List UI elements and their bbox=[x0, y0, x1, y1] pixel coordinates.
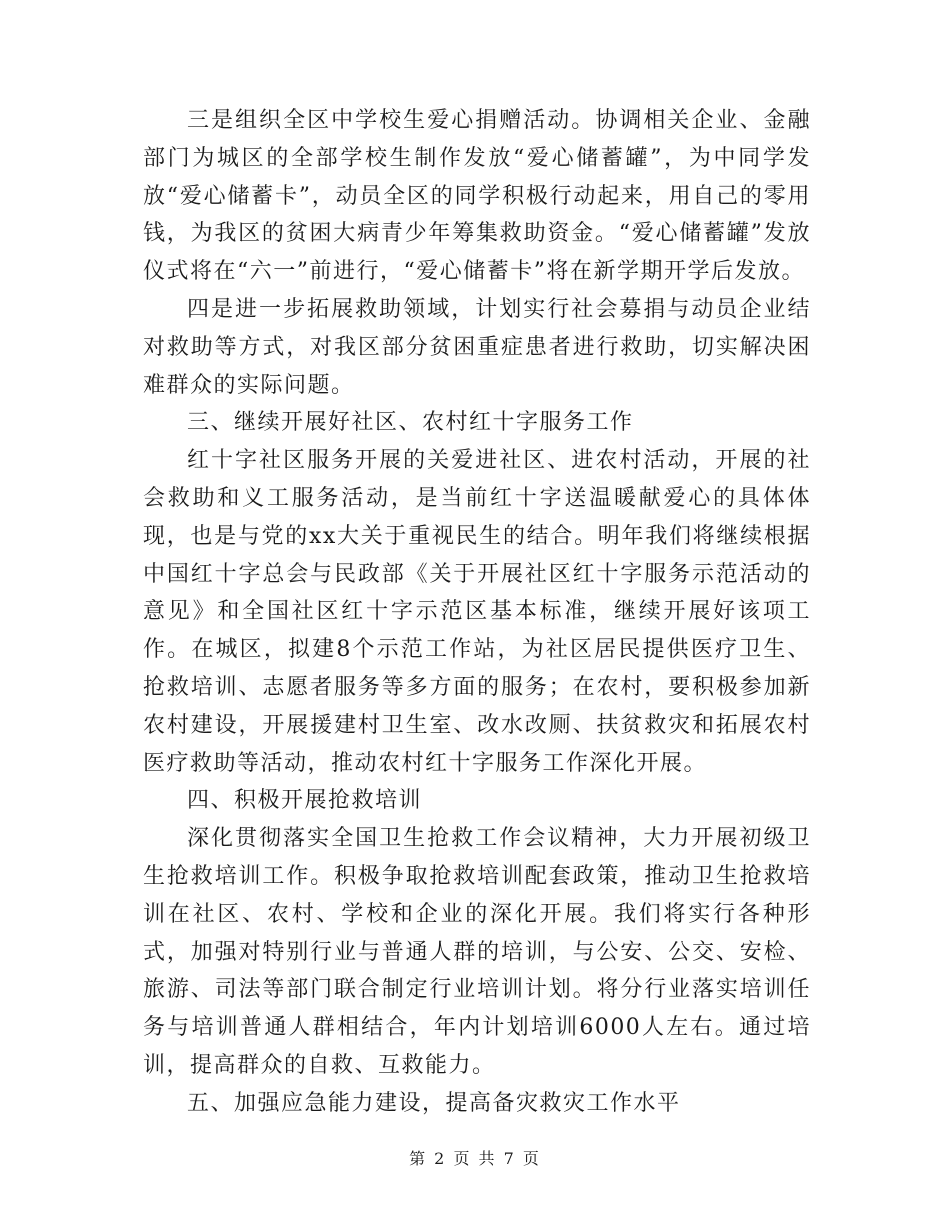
paragraph-donation-activity: 三是组织全区中学校生爱心捐赠活动。协调相关企业、金融部门为城区的全部学校生制作发放“爱心储蓄罐”，为中同学发放“爱心储蓄卡”，动员全区的同学积极行动起来，用自己的零用钱，为我区的贫困大病青少年筹集救助资金。“爱心储蓄罐”发放仪式将在“六一”前进行，“爱心储蓄卡”将在新学期开学后发放。 bbox=[143, 108, 811, 285]
paragraph-community-service: 红十字社区服务开展的关爱进社区、进农村活动，开展的社会救助和义工服务活动，是当前红十字送温暖献爱心的具体体现，也是与党的xx大关于重视民生的结合。明年我们将继续根据中国红十字总会与民政部《关于开展社区红十字服务示范活动的意见》和全国社区红十字示范区基本标准，继续开展好该项工作。在城区，拟建8个示范工作站，为社区居民提供医疗卫生、抢救培训、志愿者服务等多方面的服务；在农村，要积极参加新农村建设，开展援建村卫生室、改水改厕、扶贫救灾和拓展农村医疗救助等活动，推动农村红十字服务工作深化开展。 bbox=[143, 448, 811, 776]
document-body bbox=[143, 102, 811, 1123]
paragraph-first-aid-training: 深化贯彻落实全国卫生抢救工作会议精神，大力开展初级卫生抢救培训工作。积极争取抢救培训配套政策，推动卫生抢救培训在社区、农村、学校和企业的深化开展。我们将实行各种形式，加强对特别行业与普通人群的培训，与公安、公交、安检、旅游、司法等部门联合制定行业培训计划。将分行业落实培训任务与培训普通人群相结合，年内计划培训6000人左右。通过培训，提高群众的自救、互救能力。 bbox=[143, 826, 811, 1078]
section-heading-emergency-capacity: 五、加强应急能力建设，提高备灾救灾工作水平 bbox=[187, 1090, 681, 1116]
page-number-footer: 第 2 页 共 7 页 bbox=[409, 1149, 541, 1168]
paragraph-expand-relief: 四是进一步拓展救助领域，计划实行社会募捐与动员企业结对救助等方式，对我区部分贫困重症患者进行救助，切实解决困难群众的实际问题。 bbox=[143, 296, 811, 398]
section-heading-first-aid-training: 四、积极开展抢救培训 bbox=[187, 788, 423, 814]
section-heading-community-service: 三、继续开展好社区、农村红十字服务工作 bbox=[187, 410, 634, 436]
